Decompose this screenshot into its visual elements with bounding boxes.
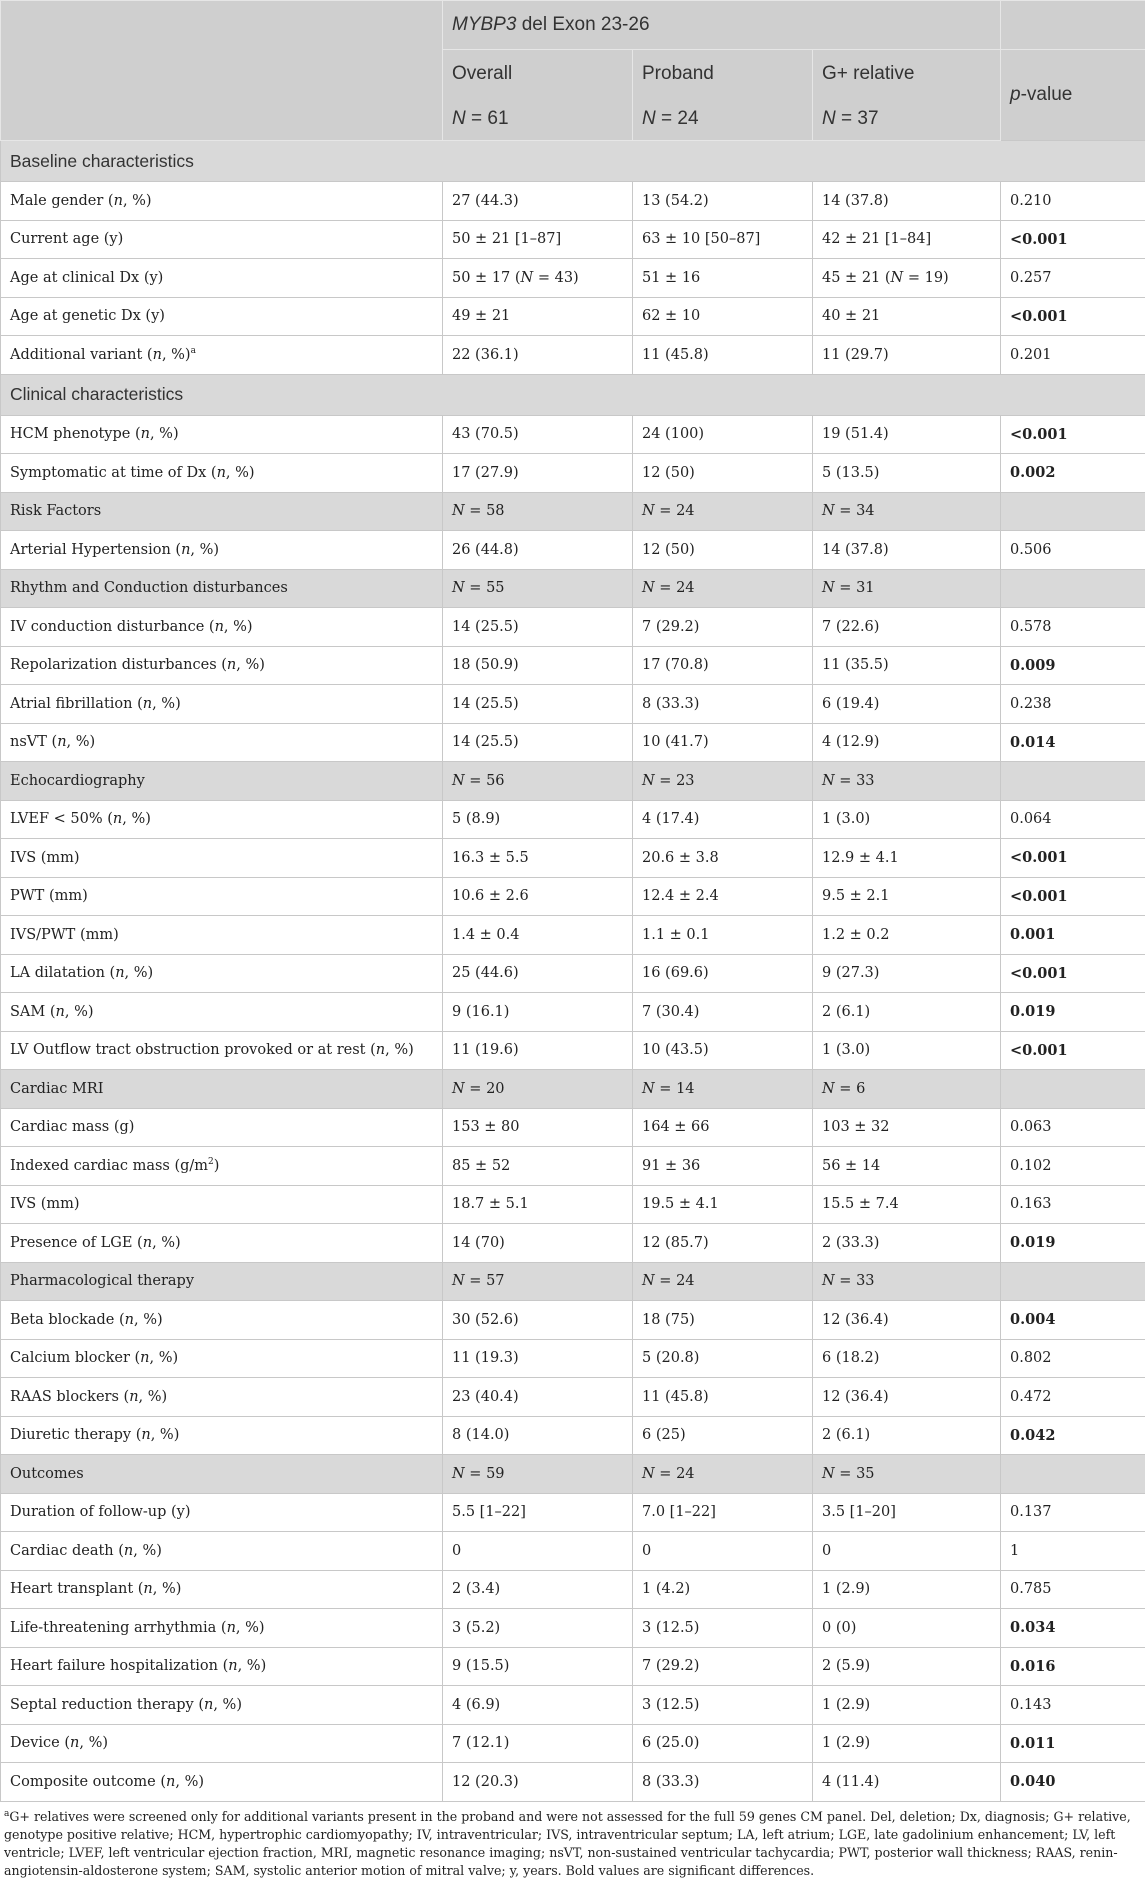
group-row: [1, 1262, 1145, 1301]
cell-proband: N = 23: [633, 762, 813, 801]
table-row: [1, 608, 1145, 647]
cell-pvalue: 0.001: [1001, 916, 1145, 955]
cell-overall: 10.6 ± 2.6: [443, 877, 633, 916]
cell-proband: 10 (41.7): [633, 723, 813, 762]
cell-overall: N = 55: [443, 569, 633, 608]
cell-pvalue: 0.042: [1001, 1416, 1145, 1455]
cell-relative: 1 (2.9): [813, 1724, 1001, 1763]
table-row: [1, 531, 1145, 570]
table-row: [1, 297, 1145, 336]
cell-overall: N = 59: [443, 1455, 633, 1494]
cell-pvalue: 0.578: [1001, 608, 1145, 647]
row-label: IVS (mm): [1, 1185, 443, 1224]
row-label: PWT (mm): [1, 877, 443, 916]
cell-pvalue: <0.001: [1001, 220, 1145, 259]
cell-relative: 2 (6.1): [813, 1416, 1001, 1455]
section-title: Baseline characteristics: [1, 141, 1145, 182]
row-label: Beta blockade (n, %): [1, 1301, 443, 1340]
row-label: Heart transplant (n, %): [1, 1570, 443, 1609]
header-blank: [1, 1, 443, 141]
row-label: nsVT (n, %): [1, 723, 443, 762]
row-label: Arterial Hypertension (n, %): [1, 531, 443, 570]
table-row: [1, 1378, 1145, 1417]
group-row: [1, 1070, 1145, 1109]
cell-relative: 3.5 [1–20]: [813, 1493, 1001, 1532]
cell-relative: 0: [813, 1532, 1001, 1571]
table-row: [1, 1339, 1145, 1378]
cell-overall: 49 ± 21: [443, 297, 633, 336]
cell-relative: 14 (37.8): [813, 182, 1001, 221]
cell-relative: 2 (5.9): [813, 1647, 1001, 1686]
cell-proband: 1.1 ± 0.1: [633, 916, 813, 955]
cell-overall: 27 (44.3): [443, 182, 633, 221]
cell-pvalue: 0.011: [1001, 1724, 1145, 1763]
cell-relative: N = 33: [813, 1262, 1001, 1301]
cell-relative: 1 (3.0): [813, 1031, 1001, 1070]
cell-overall: 3 (5.2): [443, 1609, 633, 1648]
gene-suffix: del Exon 23-26: [516, 14, 650, 35]
cell-relative: 1 (3.0): [813, 800, 1001, 839]
cell-overall: 14 (25.5): [443, 685, 633, 724]
row-label: HCM phenotype (n, %): [1, 415, 443, 454]
table-row: [1, 415, 1145, 454]
row-label: Cardiac mass (g): [1, 1108, 443, 1147]
cell-relative: 2 (33.3): [813, 1224, 1001, 1263]
table-row: [1, 1301, 1145, 1340]
cell-relative: N = 35: [813, 1455, 1001, 1494]
cell-proband: 164 ± 66: [633, 1108, 813, 1147]
table-row: [1, 1147, 1145, 1186]
row-label: Atrial fibrillation (n, %): [1, 685, 443, 724]
cell-pvalue: 0.014: [1001, 723, 1145, 762]
row-label: Heart failure hospitalization (n, %): [1, 1647, 443, 1686]
cell-overall: 18 (50.9): [443, 646, 633, 685]
table-row: [1, 800, 1145, 839]
row-label: LVEF < 50% (n, %): [1, 800, 443, 839]
cell-overall: 43 (70.5): [443, 415, 633, 454]
cell-overall: 4 (6.9): [443, 1686, 633, 1725]
gene-header: [443, 1, 1001, 50]
table-row: [1, 839, 1145, 878]
cell-proband: 3 (12.5): [633, 1686, 813, 1725]
row-label: LA dilatation (n, %): [1, 954, 443, 993]
cell-relative: 7 (22.6): [813, 608, 1001, 647]
cell-proband: N = 24: [633, 1455, 813, 1494]
row-label: Repolarization disturbances (n, %): [1, 646, 443, 685]
section-title: Clinical characteristics: [1, 374, 1145, 415]
cell-proband: N = 24: [633, 1262, 813, 1301]
cell-proband: N = 24: [633, 569, 813, 608]
cell-pvalue: [1001, 762, 1145, 801]
cell-overall: 153 ± 80: [443, 1108, 633, 1147]
cell-relative: 4 (12.9): [813, 723, 1001, 762]
table-row: [1, 1493, 1145, 1532]
cell-overall: 18.7 ± 5.1: [443, 1185, 633, 1224]
cell-pvalue: 0.472: [1001, 1378, 1145, 1417]
cell-proband: 1 (4.2): [633, 1570, 813, 1609]
table-row: [1, 182, 1145, 221]
cell-overall: 5 (8.9): [443, 800, 633, 839]
row-label: Presence of LGE (n, %): [1, 1224, 443, 1263]
group-row: [1, 762, 1145, 801]
cell-proband: 7 (29.2): [633, 1647, 813, 1686]
row-label: Symptomatic at time of Dx (n, %): [1, 454, 443, 493]
row-label: Septal reduction therapy (n, %): [1, 1686, 443, 1725]
table-row: [1, 1570, 1145, 1609]
row-label: Life-threatening arrhythmia (n, %): [1, 1609, 443, 1648]
row-label: Rhythm and Conduction disturbances: [1, 569, 443, 608]
table-row: [1, 1031, 1145, 1070]
cell-pvalue: [1001, 1070, 1145, 1109]
row-label: Current age (y): [1, 220, 443, 259]
cell-proband: 8 (33.3): [633, 685, 813, 724]
table-row: [1, 1609, 1145, 1648]
table-body: [1, 141, 1145, 1802]
row-label: Calcium blocker (n, %): [1, 1339, 443, 1378]
cell-relative: 6 (18.2): [813, 1339, 1001, 1378]
cell-overall: 14 (25.5): [443, 608, 633, 647]
cell-relative: 45 ± 21 (N = 19): [813, 259, 1001, 298]
row-label: Age at genetic Dx (y): [1, 297, 443, 336]
cell-proband: 12 (50): [633, 454, 813, 493]
col-header-pvalue: [1001, 50, 1145, 141]
cell-relative: 11 (35.5): [813, 646, 1001, 685]
cell-pvalue: 0.238: [1001, 685, 1145, 724]
cell-proband: 12.4 ± 2.4: [633, 877, 813, 916]
cell-overall: 12 (20.3): [443, 1763, 633, 1802]
cell-relative: 56 ± 14: [813, 1147, 1001, 1186]
group-row: [1, 1455, 1145, 1494]
row-label: Device (n, %): [1, 1724, 443, 1763]
cell-proband: 7.0 [1–22]: [633, 1493, 813, 1532]
cell-relative: 12 (36.4): [813, 1378, 1001, 1417]
row-label: LV Outflow tract obstruction provoked or at rest (n, %): [1, 1031, 443, 1070]
cell-relative: 0 (0): [813, 1609, 1001, 1648]
section-row: [1, 141, 1145, 182]
cell-pvalue: 0.802: [1001, 1339, 1145, 1378]
cell-proband: 3 (12.5): [633, 1609, 813, 1648]
table-footnote: [0, 1802, 1145, 1880]
cell-pvalue: <0.001: [1001, 839, 1145, 878]
cell-proband: 51 ± 16: [633, 259, 813, 298]
row-label: Composite outcome (n, %): [1, 1763, 443, 1802]
table-row: [1, 646, 1145, 685]
cell-proband: 5 (20.8): [633, 1339, 813, 1378]
cell-proband: 19.5 ± 4.1: [633, 1185, 813, 1224]
n-proband: N = 24: [633, 98, 813, 141]
row-label: Age at clinical Dx (y): [1, 259, 443, 298]
cell-overall: 9 (16.1): [443, 993, 633, 1032]
cell-overall: 14 (25.5): [443, 723, 633, 762]
cell-proband: 12 (85.7): [633, 1224, 813, 1263]
cell-proband: 12 (50): [633, 531, 813, 570]
cell-overall: 11 (19.3): [443, 1339, 633, 1378]
row-label: Cardiac death (n, %): [1, 1532, 443, 1571]
footnote-marker: a: [4, 1808, 10, 1819]
cell-overall: 22 (36.1): [443, 336, 633, 375]
cell-relative: 6 (19.4): [813, 685, 1001, 724]
table-row: [1, 336, 1145, 375]
table-row: [1, 723, 1145, 762]
cell-pvalue: [1001, 492, 1145, 531]
table-row: [1, 1647, 1145, 1686]
table-row: [1, 259, 1145, 298]
col-header-relative: G+ relative: [813, 50, 1001, 99]
cell-proband: 6 (25): [633, 1416, 813, 1455]
table-row: [1, 993, 1145, 1032]
cell-overall: 25 (44.6): [443, 954, 633, 993]
section-row: [1, 374, 1145, 415]
cell-proband: 91 ± 36: [633, 1147, 813, 1186]
cell-overall: N = 57: [443, 1262, 633, 1301]
cell-proband: 0: [633, 1532, 813, 1571]
cell-overall: 30 (52.6): [443, 1301, 633, 1340]
row-label: Duration of follow-up (y): [1, 1493, 443, 1532]
cell-proband: N = 14: [633, 1070, 813, 1109]
cell-pvalue: 0.004: [1001, 1301, 1145, 1340]
cell-overall: 50 ± 17 (N = 43): [443, 259, 633, 298]
table-row: [1, 1416, 1145, 1455]
cell-relative: N = 31: [813, 569, 1001, 608]
row-label: RAAS blockers (n, %): [1, 1378, 443, 1417]
cell-relative: 2 (6.1): [813, 993, 1001, 1032]
cell-pvalue: <0.001: [1001, 1031, 1145, 1070]
cell-proband: 8 (33.3): [633, 1763, 813, 1802]
cell-relative: 4 (11.4): [813, 1763, 1001, 1802]
row-label: Cardiac MRI: [1, 1070, 443, 1109]
cell-relative: 19 (51.4): [813, 415, 1001, 454]
cell-overall: 26 (44.8): [443, 531, 633, 570]
cell-pvalue: [1001, 1262, 1145, 1301]
cell-overall: 9 (15.5): [443, 1647, 633, 1686]
cell-relative: 9.5 ± 2.1: [813, 877, 1001, 916]
cell-pvalue: <0.001: [1001, 415, 1145, 454]
cell-proband: 11 (45.8): [633, 1378, 813, 1417]
cell-pvalue: 0.034: [1001, 1609, 1145, 1648]
footnote-text: G+ relatives were screened only for additional variants present in the proband and were not assessed for the full 59 genes CM panel. Del, deletion; Dx, diagnosis; G+ relative, genotype positive relative; HCM, hypertrophic cardiomyopathy; IV, intraventricular; IVS, intraventricular septum; LA, left atrium; LGE, late gadolinium enhancement; LV, left ventricle; LVEF, left ventricular ejection fraction, MRI, magnetic resonance imaging; nsVT, non-sustained ventricular tachycardia; PWT, posterior wall thickness; RAAS, renin-angiotensin-aldosterone system; SAM, systolic anterior motion of mitral valve; y, years. Bold values are significant differences.: [4, 1808, 1131, 1878]
table-row: [1, 1224, 1145, 1263]
row-label: IVS/PWT (mm): [1, 916, 443, 955]
cell-proband: 7 (29.2): [633, 608, 813, 647]
cell-relative: N = 33: [813, 762, 1001, 801]
cell-pvalue: 0.201: [1001, 336, 1145, 375]
cell-pvalue: 0.506: [1001, 531, 1145, 570]
cell-relative: 5 (13.5): [813, 454, 1001, 493]
cell-pvalue: 0.040: [1001, 1763, 1145, 1802]
cell-proband: 63 ± 10 [50–87]: [633, 220, 813, 259]
cell-proband: 20.6 ± 3.8: [633, 839, 813, 878]
row-label: Pharmacological therapy: [1, 1262, 443, 1301]
cell-relative: 14 (37.8): [813, 531, 1001, 570]
cell-relative: 40 ± 21: [813, 297, 1001, 336]
cell-pvalue: 0.019: [1001, 993, 1145, 1032]
row-label: IVS (mm): [1, 839, 443, 878]
cell-overall: 85 ± 52: [443, 1147, 633, 1186]
col-header-overall: Overall: [443, 50, 633, 99]
table-row: [1, 877, 1145, 916]
cell-overall: 16.3 ± 5.5: [443, 839, 633, 878]
table-row: [1, 1724, 1145, 1763]
cell-pvalue: 0.210: [1001, 182, 1145, 221]
cell-proband: 7 (30.4): [633, 993, 813, 1032]
cell-overall: N = 56: [443, 762, 633, 801]
table-row: [1, 685, 1145, 724]
cell-proband: 6 (25.0): [633, 1724, 813, 1763]
cell-pvalue: 0.785: [1001, 1570, 1145, 1609]
cell-overall: 11 (19.6): [443, 1031, 633, 1070]
pvalue-suffix: -value: [1020, 84, 1073, 105]
table-row: [1, 1763, 1145, 1802]
table-row: [1, 220, 1145, 259]
table-row: [1, 454, 1145, 493]
cell-overall: N = 20: [443, 1070, 633, 1109]
cell-overall: 5.5 [1–22]: [443, 1493, 633, 1532]
table-row: [1, 954, 1145, 993]
cell-relative: N = 6: [813, 1070, 1001, 1109]
row-label: IV conduction disturbance (n, %): [1, 608, 443, 647]
cell-pvalue: 0.137: [1001, 1493, 1145, 1532]
cell-proband: 4 (17.4): [633, 800, 813, 839]
row-label: Diuretic therapy (n, %): [1, 1416, 443, 1455]
row-label: Outcomes: [1, 1455, 443, 1494]
cell-overall: 7 (12.1): [443, 1724, 633, 1763]
row-label: SAM (n, %): [1, 993, 443, 1032]
table-row: [1, 1108, 1145, 1147]
cell-proband: 17 (70.8): [633, 646, 813, 685]
cell-relative: 9 (27.3): [813, 954, 1001, 993]
cell-pvalue: [1001, 1455, 1145, 1494]
pvalue-p: p: [1010, 84, 1021, 105]
cell-pvalue: 0.009: [1001, 646, 1145, 685]
cell-proband: 16 (69.6): [633, 954, 813, 993]
cell-relative: 11 (29.7): [813, 336, 1001, 375]
cell-relative: 12.9 ± 4.1: [813, 839, 1001, 878]
cell-relative: 103 ± 32: [813, 1108, 1001, 1147]
n-overall: N = 61: [443, 98, 633, 141]
cell-pvalue: 0.064: [1001, 800, 1145, 839]
cell-pvalue: 0.102: [1001, 1147, 1145, 1186]
n-relative: N = 37: [813, 98, 1001, 141]
group-row: [1, 492, 1145, 531]
cell-overall: 50 ± 21 [1–87]: [443, 220, 633, 259]
cell-pvalue: 0.019: [1001, 1224, 1145, 1263]
cell-pvalue: 0.257: [1001, 259, 1145, 298]
row-label: Indexed cardiac mass $(g/m^2)$: [1, 1147, 443, 1186]
cell-overall: 23 (40.4): [443, 1378, 633, 1417]
cell-pvalue: 0.002: [1001, 454, 1145, 493]
cell-pvalue: 0.163: [1001, 1185, 1145, 1224]
cell-proband: 10 (43.5): [633, 1031, 813, 1070]
table-row: [1, 1185, 1145, 1224]
cell-relative: N = 34: [813, 492, 1001, 531]
pval-top-blank: [1001, 1, 1145, 50]
cell-proband: 13 (54.2): [633, 182, 813, 221]
cell-pvalue: 0.143: [1001, 1686, 1145, 1725]
cell-pvalue: 1: [1001, 1532, 1145, 1571]
cell-pvalue: <0.001: [1001, 954, 1145, 993]
cell-proband: N = 24: [633, 492, 813, 531]
cell-proband: 24 (100): [633, 415, 813, 454]
table-header: [1, 1, 1145, 141]
table-row: [1, 916, 1145, 955]
cell-overall: 17 (27.9): [443, 454, 633, 493]
col-header-proband: Proband: [633, 50, 813, 99]
row-label: Risk Factors: [1, 492, 443, 531]
cell-relative: 42 ± 21 [1–84]: [813, 220, 1001, 259]
cell-proband: 62 ± 10: [633, 297, 813, 336]
cell-relative: 1 (2.9): [813, 1570, 1001, 1609]
cell-relative: 1 (2.9): [813, 1686, 1001, 1725]
cell-relative: 15.5 ± 7.4: [813, 1185, 1001, 1224]
cell-proband: 11 (45.8): [633, 336, 813, 375]
table-row: [1, 1532, 1145, 1571]
cell-pvalue: 0.016: [1001, 1647, 1145, 1686]
cell-pvalue: [1001, 569, 1145, 608]
cell-relative: 12 (36.4): [813, 1301, 1001, 1340]
group-row: [1, 569, 1145, 608]
cell-overall: 8 (14.0): [443, 1416, 633, 1455]
row-label: Male gender (n, %): [1, 182, 443, 221]
cell-pvalue: <0.001: [1001, 877, 1145, 916]
cell-overall: 0: [443, 1532, 633, 1571]
cell-overall: 1.4 ± 0.4: [443, 916, 633, 955]
gene-name: MYBP3: [452, 14, 517, 35]
row-label: Additional variant (n, %)$^a$: [1, 336, 443, 375]
cell-proband: 18 (75): [633, 1301, 813, 1340]
cell-pvalue: 0.063: [1001, 1108, 1145, 1147]
cell-relative: 1.2 ± 0.2: [813, 916, 1001, 955]
cell-pvalue: <0.001: [1001, 297, 1145, 336]
table-row: [1, 1686, 1145, 1725]
row-label: Echocardiography: [1, 762, 443, 801]
cell-overall: 14 (70): [443, 1224, 633, 1263]
cell-overall: 2 (3.4): [443, 1570, 633, 1609]
cell-overall: N = 58: [443, 492, 633, 531]
